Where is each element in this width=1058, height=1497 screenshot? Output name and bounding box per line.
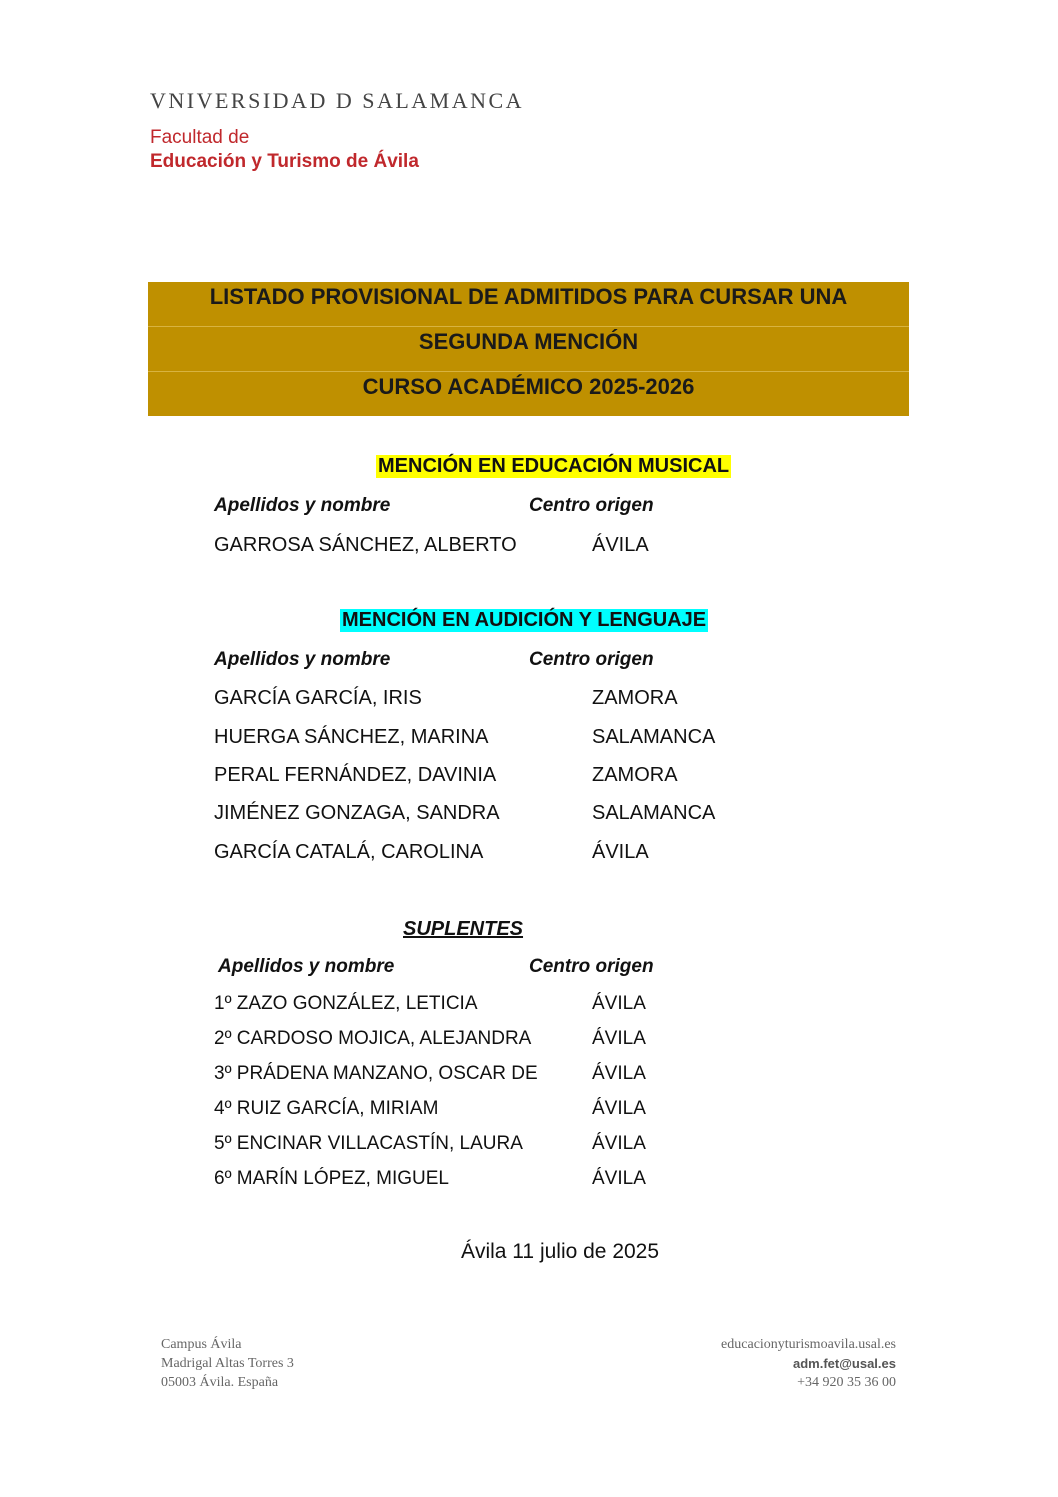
student-center: ÁVILA: [592, 534, 649, 556]
substitute-center: ÁVILA: [592, 1028, 646, 1049]
student-name: JIMÉNEZ GONZAGA, SANDRA: [214, 802, 500, 824]
column-header-center: Centro origen: [529, 495, 654, 516]
footer-address-line: Madrigal Altas Torres 3: [161, 1356, 294, 1371]
substitute-name: 2º CARDOSO MOJICA, ALEJANDRA: [214, 1028, 532, 1049]
column-header-center: Centro origen: [529, 956, 654, 977]
faculty-name-line1: Facultad de: [150, 127, 250, 148]
column-header-name: Apellidos y nombre: [214, 649, 391, 670]
document-date: Ávila 11 julio de 2025: [460, 1240, 660, 1263]
banner-divider: [148, 326, 909, 327]
banner-title-line1: LISTADO PROVISIONAL DE ADMITIDOS PARA CURSAR UNA: [209, 284, 848, 309]
footer-email-link[interactable]: adm.fet@usal.es: [793, 1356, 896, 1371]
student-name: PERAL FERNÁNDEZ, DAVINIA: [214, 764, 497, 786]
substitute-center: ÁVILA: [592, 1098, 646, 1119]
footer-contact: [721, 1335, 896, 1392]
column-header-name: Apellidos y nombre: [218, 956, 395, 977]
student-center: SALAMANCA: [592, 802, 716, 824]
substitute-center: ÁVILA: [592, 1063, 646, 1084]
banner-title-line2: SEGUNDA MENCIÓN: [418, 329, 639, 354]
student-center: ZAMORA: [592, 764, 678, 786]
substitute-name: 4º RUIZ GARCÍA, MIRIAM: [214, 1098, 439, 1119]
student-center: ZAMORA: [592, 687, 678, 709]
footer-address-line: 05003 Ávila. España: [161, 1375, 279, 1390]
substitute-center: ÁVILA: [592, 993, 646, 1014]
section-title-musical: MENCIÓN EN EDUCACIÓN MUSICAL: [378, 455, 730, 477]
footer-address-line: Campus Ávila: [161, 1337, 242, 1352]
column-header-center: Centro origen: [529, 649, 654, 670]
column-header-name: Apellidos y nombre: [214, 495, 391, 516]
banner-divider: [148, 371, 909, 372]
footer-phone: +34 920 35 36 00: [797, 1375, 896, 1390]
student-center: ÁVILA: [592, 841, 649, 863]
substitute-center: ÁVILA: [592, 1168, 646, 1189]
footer-website-link[interactable]: educacionyturismoavila.usal.es: [721, 1337, 896, 1352]
faculty-name-line2: Educación y Turismo de Ávila: [150, 151, 419, 172]
substitute-name: 5º ENCINAR VILLACASTÍN, LAURA: [214, 1133, 523, 1154]
title-banner: [148, 282, 909, 416]
university-logo: VNIVERSIDAD D SALAMANCA: [150, 88, 525, 113]
student-name: HUERGA SÁNCHEZ, MARINA: [214, 726, 489, 748]
student-name: GARCÍA GARCÍA, IRIS: [214, 687, 422, 709]
student-name: GARCÍA CATALÁ, CAROLINA: [214, 841, 484, 863]
student-center: SALAMANCA: [592, 726, 716, 748]
banner-title-line3: CURSO ACADÉMICO 2025-2026: [362, 374, 695, 399]
section-title-suplentes: SUPLENTES: [403, 918, 524, 940]
substitute-name: 3º PRÁDENA MANZANO, OSCAR DE: [214, 1063, 538, 1084]
substitute-name: 1º ZAZO GONZÁLEZ, LETICIA: [214, 993, 478, 1014]
substitute-name: 6º MARÍN LÓPEZ, MIGUEL: [214, 1168, 449, 1189]
section-title-audicion: MENCIÓN EN AUDICIÓN Y LENGUAJE: [342, 609, 707, 631]
footer-address: [161, 1335, 294, 1392]
student-name: GARROSA SÁNCHEZ, ALBERTO: [214, 534, 517, 556]
substitute-center: ÁVILA: [592, 1133, 646, 1154]
